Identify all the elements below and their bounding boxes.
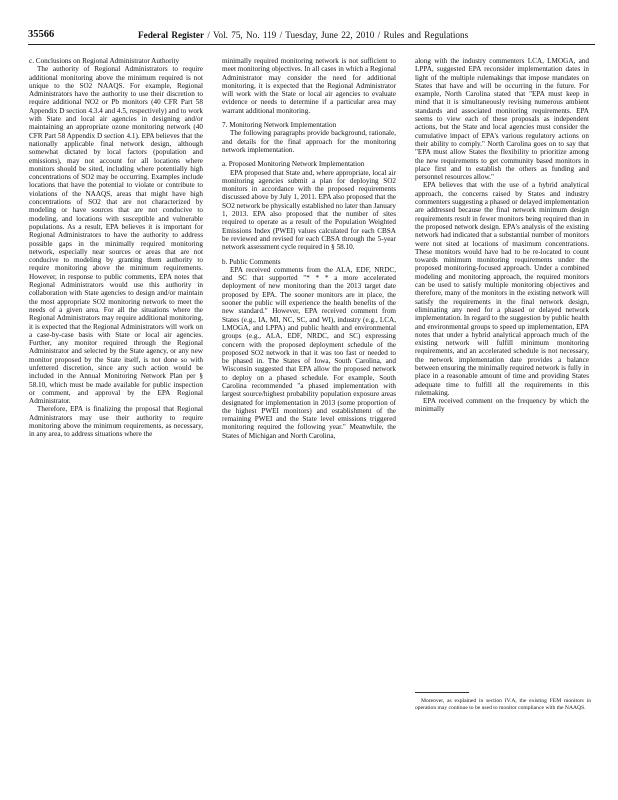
paragraph: The authority of Regional Administrators to require additional monitoring above the minimum required is not unique to the SO2 NAAQS. For example, Regional Administrators have the authority to use their discretion to require additional NO2 or Pb monitors (40 CFR Part 58 Appendix D section 4.3.4 and 4.5, respectively) and to work with State and local air agencies in designing and/or maintaining an appropriate ozone monitoring network (40 CFR Part 58 Appendix D section 4.1). EPA believes that the nationally applicable final network design, although somewhat dictated by local factors (population and emissions), may not account for all locations where monitors should be sited, including where potentially high concentrations of SO2 may be occurring. Examples include locations that have the potential to violate or contribute to violations of the NAAQS, areas that might have high concentrations of SO2 that are not characterized by modeling or have sources that are not conducive to modeling, and locations with susceptible and vulnerable populations. As a result, EPA believes it is important for Regional Administrators to have the authority to address possible gaps in the minimally required monitoring network, especially near sources or areas that are not conducive to modeling by granting them authority to require monitoring above the minimum requirements. However, in response to public comments, EPA notes that Regional Administrators would use this authority in collaboration with State agencies to design and/or maintain the most appropriate SO2 monitoring network to meet the needs of a given area. For all the situations where the Regional Administrators may require additional monitoring, it is expected that the Regional Administrators will work on a case-by-case basis with State or local air agencies. Further, any monitor required through the Regional Administrator and selected by the State agency, or any new monitor proposed by the State itself, is not done so with unfettered discretion, since any such action would be included in the Annual Monitoring Network Plan per § 58.10, which must be made available for public inspection or comment, and approval by the EPA Regional Administrator. xyxy=(29,65,203,406)
journal-title: Federal Register xyxy=(138,30,205,40)
section-heading-c: c. Conclusions on Regional Administrator Authority xyxy=(29,57,180,65)
header-rule xyxy=(28,44,595,45)
section-heading-b: b. Public Comments xyxy=(222,257,281,266)
column-3 xyxy=(415,57,589,681)
paragraph: EPA proposed that State and, where appropriate, local air monitoring agencies submit a plan for deploying SO2 monitors in accordance with the proposed requirements discussed above by July 1, 2011. EPA also proposed that the SO2 network be physically established no later than January 1, 2013. EPA also proposed that the number of sites required to operate as a result of the Population Weighted Emissions Index (PWEI) values calculated for each CBSA be reviewed and revised for each CBSA through the 5-year network assessment cycle required in § 58.10. xyxy=(222,168,396,252)
paragraph: EPA received comments from the ALA, EDF, NRDC, and SC that supported "* * * a more accelerated deployment of new monitoring than the 2013 target date proposed by EPA. The sooner monitors are in place, the sooner the public will experience the health benefits of the new standard." However, EPA received comment from States (e.g., IA, MI, NC, SC, and WI), industry (e.g., LCA, LMOGA, and LPPA) and public health and environmental groups (e.g., ALA, EDF, NRDC, and SC) expressing concern with the proposed deployment schedule of the proposed SO2 network in that it was too fast or needed to be phased in. The States of Iowa, South Carolina, and Wisconsin suggested that EPA allow the proposed network to deploy on a phased schedule. For example, South Carolina recommended "a phased implementation with largest source/highest probability population exposure areas designated for implementation in 2013 (some proportion of the highest PWEI monitors) and establishment of the remaining PWEI and the State level emissions triggered monitoring required the following year." Meanwhile, the States of Michigan and North Carolina, xyxy=(222,265,396,440)
footnote-rule xyxy=(415,692,469,693)
column-2 xyxy=(222,57,396,773)
column-1 xyxy=(29,57,203,773)
paragraph: EPA believes that with the use of a hybrid analytical approach, the concerns raised by States and industry commenters suggesting a phased or delayed implementation are addressed because the final network minimum design requirements result in fewer monitors being required than in the proposed network design. EPA's analysis of the existing network had indicated that a substantial number of monitors were not sited at locations of maximum concentrations. These monitors would have had to be re-located to count towards minimum monitoring requirements under the proposed monitoring-focused approach. Under a combined modeling and monitoring approach, the required monitors can be used to satisfy multiple monitoring objectives and therefore, many of the monitors in the existing network will satisfy the requirements in the final network design, eliminating any need for a phased or delayed network implementation. In regard to the suggestion by public health and environmental groups to speed up implementation, EPA notes that under a hybrid analytical approach much of the existing network will fulfill minimum monitoring requirements, and an accelerated schedule is not necessary, the network implementation date provides a balance between ensuring the minimally required network is fully in place in a reasonable amount of time and providing States adequate time to fulfill all the requirements in this rulemaking. xyxy=(415,181,589,397)
paragraph: minimally required monitoring network is not sufficient to meet monitoring objectives. In all cases in which a Regional Administrator may consider the need for additional monitoring, it is expected that the Regional Administrator will work with the State or local air agencies to evaluate evidence or needs to determine if a particular area may warrant additional monitoring. xyxy=(222,57,396,115)
footnote xyxy=(415,698,591,711)
paragraph: The following paragraphs provide background, rationale, and details for the final approach for the monitoring network implementation. xyxy=(222,129,396,154)
paragraph: EPA received comment on the frequency by which the minimally xyxy=(415,397,589,414)
paragraph: Therefore, EPA is finalizing the proposal that Regional Administrators may use their authority to require monitoring above the minimum requirements, as necessary, in any area, to address situations where the xyxy=(29,405,203,439)
paragraph: along with the industry commenters LCA, LMOGA, and LPPA, suggested EPA reconsider implementation dates in light of the multiple rulemakings that impose mandates on States that have and will be occurring in the future. For example, North Carolina stated that "EPA must keep in mind that it is simultaneously revising numerous ambient standards and associated monitoring requirements. EPA seems to view each of these proposals as independent actions, but the State and local agencies must consider the cumulative impact of EPA's various regulatory actions on their ability to comply." North Carolina goes on to say that "EPA must allow States the flexibility to prioritize among the new requirements to get community based monitors in place first and to establish the others as funding and personnel resources allow." xyxy=(415,57,589,182)
section-heading-7: 7. Monitoring Network Implementation xyxy=(222,121,337,130)
page-number: 35566 xyxy=(28,29,55,40)
running-head xyxy=(138,30,468,40)
issue-info: / Vol. 75, No. 119 / Tuesday, June 22, 2010 / Rules and Regulations xyxy=(207,30,469,40)
page-header xyxy=(28,29,595,43)
section-heading-a: a. Proposed Monitoring Network Implementation xyxy=(222,160,365,169)
footnote-text: Moreover, as explained in section IV.A, the existing FEM monitors in operation may continue to be used to monitor compliance with the NAAQS. xyxy=(415,698,591,711)
